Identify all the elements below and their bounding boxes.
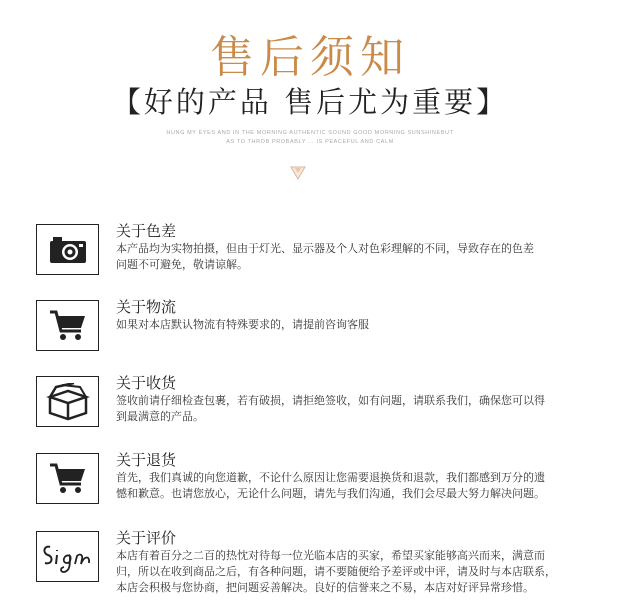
section-body-line: 首先，我们真诚的向您道歉，不论什么原因让您需要退换货和退款，我们都感到万分的遗 [116,471,545,484]
section-body-line: 到最满意的产品。 [116,410,204,423]
page-title: 售后须知 [210,32,410,83]
section-body-line: 憾和歉意。也请您放心，无论什么问题，请先与我们沟通，我们会尽最大努力解决问题。 [116,487,545,500]
section-body [116,393,586,425]
section-title: 关于评价 [116,529,177,547]
camera-icon [36,224,99,275]
sign-icon [36,531,99,582]
section-body [116,241,586,273]
section-logistics [36,300,596,370]
section-body-line: 如果对本店默认物流有特殊要求的，请提前咨询客服 [116,318,369,331]
page-subtitle: 【好的产品 售后尤为重要】 [111,85,509,119]
section-body-line: 归，所以在收到商品之后，有各种问题，请不要随便给予差评或中评，请及时与本店联系， [116,565,556,578]
tagline-line-2: AS TO THROB PROBABLY ... IS PEACEFUL AND CALM [226,139,394,145]
section-title: 关于色差 [116,222,177,240]
cart-return-icon [36,453,99,504]
package-box-icon [36,376,99,427]
section-title: 关于物流 [116,298,177,316]
section-body-line: 本店有着百分之二百的热忱对待每一位光临本店的买家，希望买家能够高兴而来，满意而 [116,549,545,562]
section-body-line: 问题不可避免，敬请谅解。 [116,258,248,271]
section-body [116,548,586,596]
section-returns [36,453,596,523]
section-body [116,317,586,333]
shopping-cart-icon [36,300,99,351]
chevron-down-icon [288,164,308,182]
section-body-line: 签收前请仔细检查包裹，若有破损，请拒绝签收，如有问题，请联系我们，确保您可以得 [116,394,545,407]
section-body-line: 本店会积极与您协商，把问题妥善解决。良好的信誉来之不易，本店对好评异常珍惜。 [116,581,534,594]
section-title: 关于收货 [116,374,177,392]
section-body [116,470,586,502]
section-title: 关于退货 [116,451,177,469]
section-body-line: 本产品均为实物拍摄，但由于灯光、显示器及个人对色彩理解的不同，导致存在的色差 [116,242,534,255]
tagline-line-1: HUNG MY EYES AND IN THE MORNING AUTHENTIC SOUND GOOD MORNING SUNSHINEBUT [166,130,454,136]
section-reviews [36,531,596,601]
section-color-difference [36,224,596,294]
section-receiving [36,376,596,446]
